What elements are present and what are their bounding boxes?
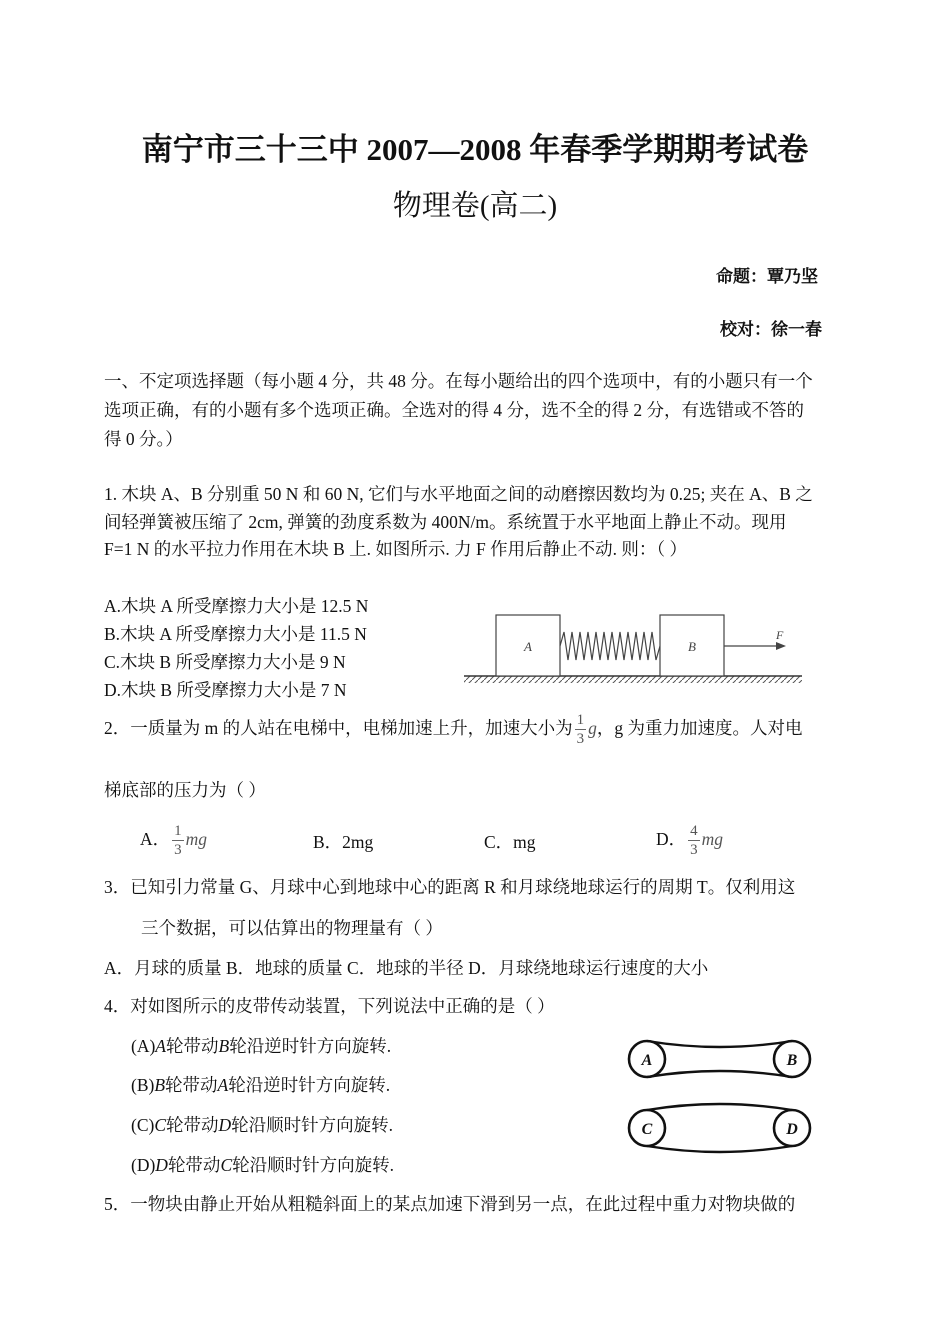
- wheel-b-label: B: [786, 1052, 798, 1069]
- option-text: 轮带动: [167, 1155, 221, 1175]
- section-instructions-line: 一、不定项选择题（每小题 4 分，共 48 分。在每小题给出的四个选项中，有的小题只有一个: [104, 371, 813, 391]
- option-unit: mg: [701, 829, 724, 849]
- belt-drive-figure: [620, 1032, 820, 1164]
- wheel-name: C: [154, 1115, 167, 1135]
- upper-belt-bottom: [647, 1071, 792, 1077]
- fraction-denominator: 3: [174, 842, 182, 859]
- option-unit: mg: [185, 829, 208, 849]
- section-instructions-line: 得 0 分。）: [104, 429, 183, 449]
- q1-option-b: B.木块 A 所受摩擦力大小是 11.5 N: [104, 624, 367, 644]
- option-text: 轮沿逆时针方向旋转.: [229, 1036, 392, 1056]
- option-label: A．: [140, 829, 171, 849]
- q2-stem-text-end: ，g 为重力加速度。人对电: [596, 718, 803, 738]
- option-label: D．: [656, 829, 687, 849]
- option-text: 轮带动: [166, 1115, 219, 1135]
- fraction-denominator: 3: [690, 842, 698, 859]
- force-arrow-head: [776, 642, 786, 650]
- q1-stem-line: 1. 木块 A、B 分别重 50 N 和 60 N, 它们与水平地面之间的动磨擦因数均为 0.25; 夹在 A、B 之: [104, 484, 813, 504]
- option-text: 轮沿顺时针方向旋转.: [231, 1115, 394, 1135]
- wheel-name: B: [154, 1075, 166, 1095]
- exam-subtitle: 物理卷(高二): [392, 190, 558, 222]
- block-a-label: A: [524, 639, 532, 654]
- option-text: 轮带动: [165, 1075, 218, 1095]
- wheel-d-label: D: [786, 1121, 798, 1138]
- force-label: F: [776, 628, 784, 642]
- q2-option-a: [140, 816, 207, 862]
- q2-stem-line: [104, 711, 803, 748]
- fraction-numerator: 4: [690, 823, 698, 840]
- q2-option-b: B．2mg: [313, 832, 374, 852]
- q3-stem-line: 3．已知引力常量 G、月球中心到地球中心的距离 R 和月球绕地球运行的周期 T。仅利用这: [104, 877, 796, 897]
- four-thirds-fraction: [688, 822, 700, 859]
- option-prefix: (D): [131, 1155, 156, 1175]
- q3-stem-line: 三个数据，可以估算出的物理量有（ ）: [141, 918, 443, 938]
- fraction-numerator: 1: [576, 712, 585, 729]
- q2-option-d: [656, 816, 723, 862]
- wheel-name: A: [217, 1075, 229, 1095]
- one-third-fraction: [575, 711, 587, 748]
- wheel-name: D: [155, 1155, 168, 1175]
- q2-stem-line: 梯底部的压力为（ ）: [104, 780, 266, 800]
- g-symbol: g: [588, 718, 597, 738]
- proofreader-credit: 校对：徐一春: [720, 320, 822, 340]
- option-text: 轮沿逆时针方向旋转.: [228, 1075, 391, 1095]
- q4-option-a: [131, 1033, 391, 1058]
- option-prefix: (C): [131, 1115, 155, 1135]
- wheel-name: A: [155, 1036, 166, 1056]
- q4-option-b: [131, 1072, 390, 1097]
- ground-hatch: [464, 676, 802, 683]
- spring: [560, 632, 660, 660]
- wheel-name: B: [218, 1036, 230, 1056]
- block-b-label: B: [688, 639, 696, 654]
- option-text: 轮沿顺时针方向旋转.: [232, 1155, 394, 1175]
- wheel-c-label: C: [641, 1121, 653, 1138]
- wheel-name: C: [220, 1155, 233, 1175]
- option-text: 轮带动: [166, 1036, 219, 1056]
- wheel-name: D: [218, 1115, 232, 1135]
- q1-stem-line: F=1 N 的水平拉力作用在木块 B 上. 如图所示. 力 F 作用后静止不动. 则：（ ）: [104, 539, 688, 559]
- q1-option-d: D.木块 B 所受摩擦力大小是 7 N: [104, 680, 347, 700]
- one-third-fraction: [172, 822, 184, 859]
- q1-option-c: C.木块 B 所受摩擦力大小是 9 N: [104, 652, 346, 672]
- q4-stem-line: 4．对如图所示的皮带传动装置，下列说法中正确的是（ ）: [104, 996, 555, 1016]
- upper-belt-top: [647, 1041, 792, 1047]
- wheel-a-label: A: [641, 1052, 653, 1069]
- q1-stem-line: 间轻弹簧被压缩了 2cm, 弹簧的劲度系数为 400N/m。系统置于水平地面上静止不动。现用: [104, 512, 787, 532]
- q1-option-a: A.木块 A 所受摩擦力大小是 12.5 N: [104, 596, 369, 616]
- q2-stem-text: 2．一质量为 m 的人站在电梯中，电梯加速上升，加速大小为: [104, 718, 573, 738]
- exam-title: 南宁市三十三中 2007—2008 年春季学期期考试卷: [141, 132, 809, 167]
- fraction-numerator: 1: [174, 823, 182, 840]
- fraction-denominator: 3: [576, 731, 585, 748]
- author-credit: 命题：覃乃坚: [716, 267, 818, 287]
- q4-option-d: [131, 1152, 394, 1177]
- option-prefix: (A): [131, 1036, 156, 1056]
- spring-blocks-figure: [460, 608, 805, 690]
- q5-stem-line: 5．一物块由静止开始从粗糙斜面上的某点加速下滑到另一点，在此过程中重力对物块做的: [104, 1194, 796, 1214]
- lower-belt-bottom: [647, 1146, 792, 1152]
- q4-option-c: [131, 1112, 393, 1137]
- q2-option-c: C．mg: [484, 832, 536, 852]
- section-instructions-line: 选项正确，有的小题有多个选项正确。全选对的得 4 分，选不全的得 2 分，有选错或不答的: [104, 400, 804, 420]
- q3-options: A．月球的质量 B．地球的质量 C．地球的半径 D．月球绕地球运行速度的大小: [104, 958, 709, 978]
- lower-belt-top: [647, 1104, 792, 1110]
- option-prefix: (B): [131, 1075, 155, 1095]
